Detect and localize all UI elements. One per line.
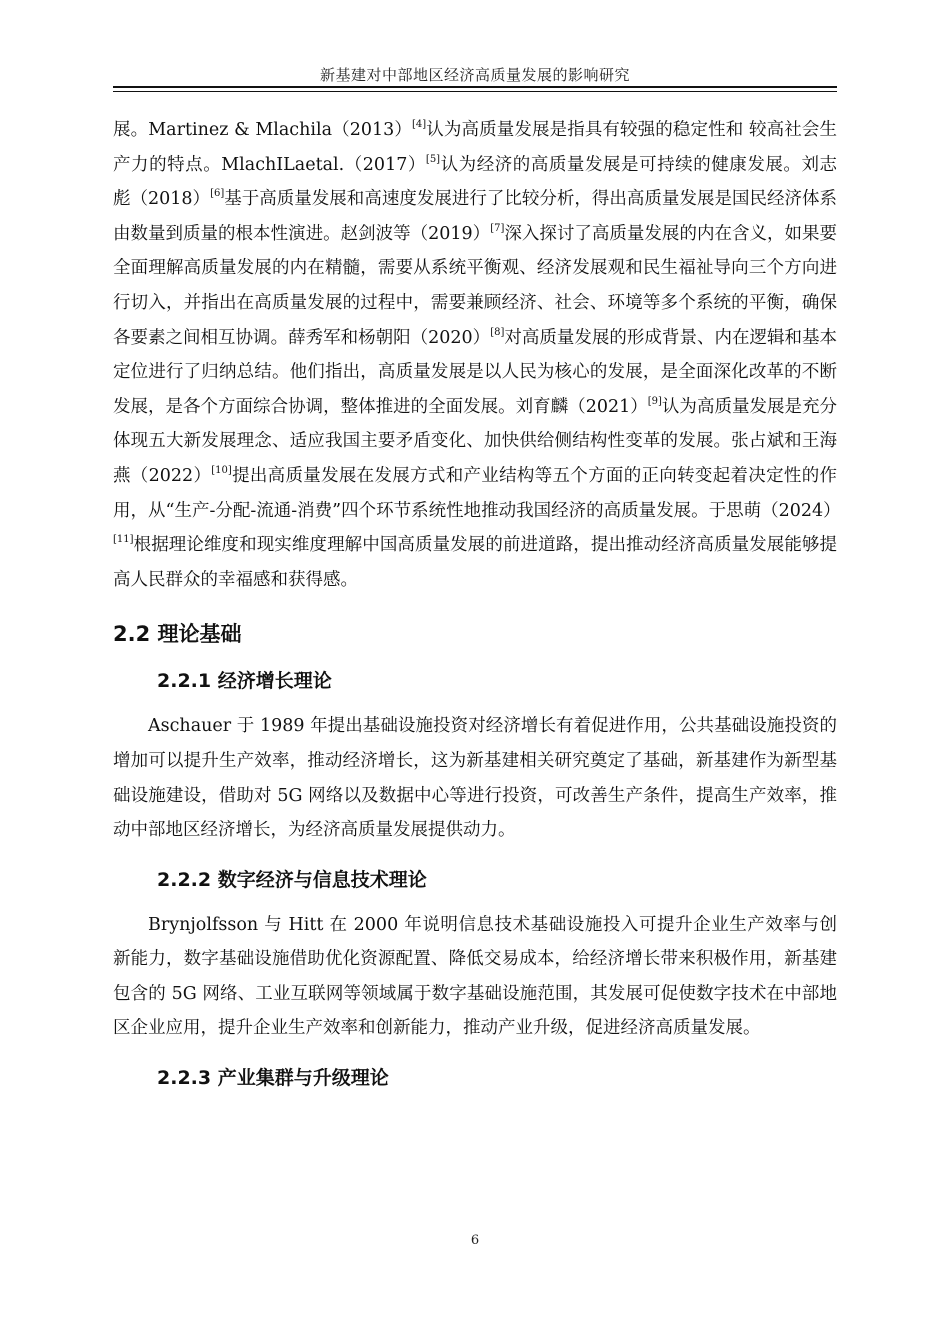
citation-ref: [8] xyxy=(490,326,505,338)
text-run: 深入探讨了高质量发展的内在含义，如果要全面理解高质量发展的内在精髓，需要从系统平衡观、经济发展观和民生福祉导向三个方向进行切入，并指出在高质量发展的过程中，需要兼顾经济、社会、环境等多个系统的平衡，确保各要素之间相互协调。薛秀军和杨朝阳（2020） xyxy=(113,223,837,348)
citation-ref: [11] xyxy=(113,534,134,546)
header-rule-thick xyxy=(113,86,837,88)
literature-paragraph xyxy=(113,113,841,597)
running-header: 新基建对中部地区经济高质量发展的影响研究 xyxy=(319,66,630,84)
text-run: 根据理论维度和现实维度理解中国高质量发展的前进道路，提出推动经济高质量发展能够提高人民群众的幸福感和获得感。 xyxy=(113,535,837,590)
text-run: 对高质量发展的形成背景、内在逻辑和基本定位进行了归纳总结。他们指出，高质量发展是以人民为核心的发展，是全面深化改革的不断发展，是各个方面综合协调，整体推进的全面发展。刘育麟（2021） xyxy=(113,327,837,417)
section-heading-2-2-1: 2.2.1 经济增长理论 xyxy=(157,670,332,693)
text-run: 认为高质量发展是指具有较强的稳定性和 较高社会生产力的特点。MlachILaetal.（2017） xyxy=(113,120,837,175)
section-heading-2-2-2: 2.2.2 数字经济与信息技术理论 xyxy=(157,868,427,891)
citation-ref: [5] xyxy=(425,153,441,165)
economic-growth-paragraph: Aschauer 于 1989 年提出基础设施投资对经济增长有着促进作用，公共基础设施投资的增加可以提升生产效率，推动经济增长，这为新基建相关研究奠定了基础，新基建作为新型基础设施建设，借助对 5G 网络以及数据中心等进行投资，可改善生产条件，提高生产效率，推动中部地区经济增长，为经济高质量发展提供动力。 xyxy=(113,716,837,841)
header-rule-thin xyxy=(113,91,837,92)
citation-ref: [6] xyxy=(210,188,225,200)
section-heading-2-2: 2.2 理论基础 xyxy=(113,622,242,647)
text-run: 展。Martinez & Mlachila（2013） xyxy=(113,120,412,140)
citation-ref: [4] xyxy=(412,119,427,130)
page-number: 6 xyxy=(470,1233,480,1248)
citation-ref: [9] xyxy=(647,395,662,407)
section-heading-2-2-3: 2.2.3 产业集群与升级理论 xyxy=(157,1067,389,1090)
page-content xyxy=(113,113,841,1106)
citation-ref: [10] xyxy=(211,464,232,476)
citation-ref: [7] xyxy=(490,222,505,234)
digital-economy-paragraph: Brynjolfsson 与 Hitt 在 2000 年说明信息技术基础设施投入可提升企业生产效率与创新能力，数字基础设施借助优化资源配置、降低交易成本，给经济增长带来积极作用，新基建包含的 5G 网络、工业互联网等领域属于数字基础设施范围，其发展可促使数字技术在中部地区企业应用，提升企业生产效率和创新能力，推动产业升级，促进经济高质量发展。 xyxy=(113,914,837,1039)
text-run: 提出高质量发展在发展方式和产业结构等五个方面的正向转变起着决定性的作用，从“生产-分配-流通-消费”四个环节系统性地推动我国经济的高质量发展。于思萌（2024） xyxy=(113,465,841,521)
text-run: 认为经济的高质量发展是可持续的健康发展。刘志彪（2018） xyxy=(113,154,837,210)
text-run: 基于高质量发展和高速度发展进行了比较分析，得出高质量发展是国民经济体系由数量到质量的根本性演进。赵剑波等（2019） xyxy=(113,189,837,244)
text-run: 认为高质量发展是充分体现五大新发展理念、适应我国主要矛盾变化、加快供给侧结构性变革的发展。张占斌和王海燕（2022） xyxy=(113,396,837,486)
